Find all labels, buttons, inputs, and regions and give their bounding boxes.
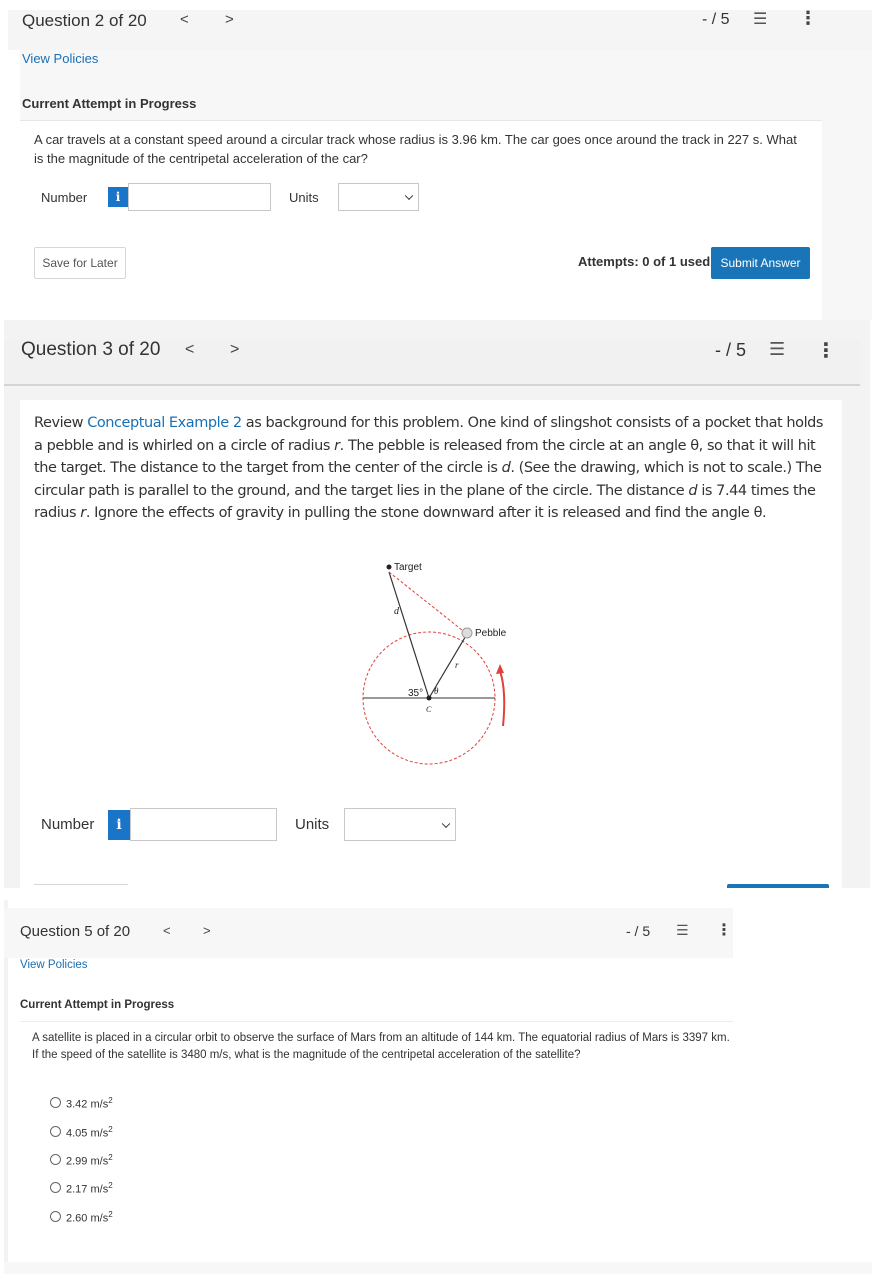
label-d: d bbox=[394, 606, 399, 617]
option-exponent: 2 bbox=[108, 1096, 113, 1105]
prev-question-button[interactable]: < bbox=[180, 11, 189, 28]
option-2[interactable] bbox=[50, 1125, 170, 1141]
question-2-title: Question 2 of 20 bbox=[22, 11, 147, 30]
option-value: 2.99 bbox=[66, 1155, 88, 1168]
option-radio[interactable] bbox=[50, 1182, 61, 1193]
chevron-down-icon bbox=[442, 819, 450, 827]
more-options-icon[interactable]: ⋮ bbox=[816, 340, 836, 362]
label-target: Target bbox=[394, 562, 422, 573]
option-unit: m/s bbox=[90, 1183, 109, 1196]
question-list-icon[interactable]: ☰ bbox=[753, 11, 768, 28]
info-icon[interactable] bbox=[108, 187, 128, 207]
label-theta: θ bbox=[434, 686, 439, 696]
info-icon-glyph: i bbox=[115, 190, 121, 204]
rotation-arrow bbox=[500, 671, 504, 726]
arrow-head-icon bbox=[496, 664, 504, 674]
question-2-score: - / 5 bbox=[702, 11, 730, 28]
option-exponent: 2 bbox=[108, 1181, 113, 1190]
label-pebble: Pebble bbox=[475, 628, 507, 639]
slingshot-diagram bbox=[355, 556, 525, 786]
submit-answer-button-edge[interactable] bbox=[727, 884, 829, 888]
units-select[interactable] bbox=[344, 808, 456, 841]
number-input[interactable] bbox=[128, 183, 271, 211]
question-2-panel bbox=[0, 0, 882, 320]
conceptual-example-link[interactable]: Conceptual Example 2 bbox=[87, 415, 242, 431]
option-exponent: 2 bbox=[108, 1210, 113, 1219]
option-radio[interactable] bbox=[50, 1126, 61, 1137]
divider bbox=[20, 1021, 733, 1022]
attempt-heading: Current Attempt in Progress bbox=[20, 999, 175, 1011]
next-question-button[interactable]: > bbox=[203, 923, 211, 938]
label-c: C bbox=[426, 705, 432, 714]
units-label: Units bbox=[289, 190, 319, 205]
option-unit: m/s bbox=[90, 1127, 109, 1140]
save-for-later-button[interactable]: Save for Later bbox=[34, 247, 126, 279]
prev-question-button[interactable]: < bbox=[185, 341, 195, 358]
question-2-text: A car travels at a constant speed around a circular track whose radius is 3.96 km. The car goes once around the track in 227 s. What is the magnitude of the centripetal acceleration of the car? bbox=[34, 132, 797, 166]
option-1[interactable] bbox=[50, 1096, 170, 1112]
question-3-text bbox=[34, 412, 834, 525]
option-value: 3.42 bbox=[66, 1098, 88, 1111]
option-radio[interactable] bbox=[50, 1211, 61, 1222]
save-for-later-button-edge[interactable] bbox=[34, 884, 128, 888]
variable-r: r bbox=[80, 505, 86, 521]
option-label bbox=[66, 1210, 113, 1225]
view-policies-link[interactable]: View Policies bbox=[22, 51, 99, 66]
chevron-down-icon bbox=[405, 192, 413, 200]
option-exponent: 2 bbox=[108, 1125, 113, 1134]
option-3[interactable] bbox=[50, 1153, 170, 1169]
question-text-part: is 7.44 times the radius bbox=[34, 482, 816, 521]
question-list-icon[interactable]: ☰ bbox=[676, 922, 689, 938]
option-unit: m/s bbox=[90, 1212, 109, 1225]
question-5-score: - / 5 bbox=[626, 923, 651, 939]
label-r: r bbox=[455, 660, 459, 670]
option-5[interactable] bbox=[50, 1210, 170, 1226]
option-4[interactable] bbox=[50, 1181, 170, 1197]
question-3-title: Question 3 of 20 bbox=[21, 339, 161, 360]
next-question-button[interactable]: > bbox=[230, 341, 240, 358]
pebble bbox=[462, 628, 472, 638]
option-label bbox=[66, 1096, 113, 1111]
question-text-part: . The pebble is released from the circle at an angle θ, so that it will hit the target. The distance to the target from the center of the circle is bbox=[34, 437, 816, 476]
question-list-icon[interactable]: ☰ bbox=[769, 339, 786, 359]
option-unit: m/s bbox=[90, 1098, 109, 1111]
option-radio[interactable] bbox=[50, 1154, 61, 1165]
option-label bbox=[66, 1181, 113, 1196]
question-2-side-strip bbox=[822, 50, 872, 320]
option-radio[interactable] bbox=[50, 1097, 61, 1108]
option-value: 2.17 bbox=[66, 1183, 88, 1196]
more-options-icon[interactable]: ⋮ bbox=[716, 922, 732, 939]
question-3-panel bbox=[0, 320, 882, 900]
next-question-button[interactable]: > bbox=[225, 11, 234, 28]
target-dot bbox=[387, 565, 392, 570]
number-input[interactable] bbox=[130, 808, 277, 841]
center-dot bbox=[427, 696, 432, 701]
option-label bbox=[66, 1153, 113, 1168]
question-text-part: . (See the drawing, which is not to scale.) The circular path is parallel to the ground, and the target lies in the plane of the circle. The distance bbox=[34, 460, 822, 499]
question-text-part: as background for this problem. One kind of slingshot consists of a pocket that holds a pebble and is whirled on a circle of radius bbox=[34, 415, 824, 454]
attempt-heading: Current Attempt in Progress bbox=[22, 96, 197, 111]
info-icon-glyph: i bbox=[116, 817, 122, 833]
info-icon[interactable] bbox=[108, 810, 130, 840]
attempts-counter: Attempts: 0 of 1 used bbox=[578, 254, 711, 269]
line-d bbox=[389, 572, 429, 698]
prev-question-button[interactable]: < bbox=[163, 923, 171, 938]
question-text-part: Review bbox=[34, 415, 88, 431]
question-5-bottom-edge bbox=[4, 1262, 872, 1274]
variable-r: r bbox=[334, 437, 340, 454]
submit-answer-button[interactable]: Submit Answer bbox=[711, 247, 810, 279]
view-policies-link[interactable]: View Policies bbox=[20, 959, 88, 971]
variable-d: d bbox=[688, 482, 698, 499]
number-label: Number bbox=[41, 190, 88, 205]
variable-d: d bbox=[501, 460, 511, 476]
option-value: 2.60 bbox=[66, 1212, 88, 1225]
more-options-icon[interactable]: ⋮ bbox=[799, 8, 817, 28]
question-5-panel bbox=[0, 900, 882, 1278]
option-unit: m/s bbox=[90, 1155, 109, 1168]
number-label: Number bbox=[41, 816, 95, 833]
units-label: Units bbox=[295, 816, 330, 833]
units-select[interactable] bbox=[338, 183, 419, 211]
question-3-score: - / 5 bbox=[715, 340, 747, 360]
question-5-text: A satellite is placed in a circular orbit to observe the surface of Mars from an altitude of 144 km. The equatorial radius of Mars is 3397 km. If the speed of the satellite is 3480 m/s, what is the magnitude of the centripetal acceleration of the satellite? bbox=[32, 1032, 730, 1061]
question-5-title: Question 5 of 20 bbox=[20, 923, 131, 940]
option-label bbox=[66, 1125, 113, 1140]
option-exponent: 2 bbox=[108, 1153, 113, 1162]
divider bbox=[20, 120, 822, 121]
release-path bbox=[389, 572, 467, 634]
question-text-part: . Ignore the effects of gravity in pulling the stone downward after it is released and find the angle θ. bbox=[85, 505, 767, 521]
label-35-degrees: 35° bbox=[408, 688, 424, 699]
option-value: 4.05 bbox=[66, 1127, 88, 1140]
